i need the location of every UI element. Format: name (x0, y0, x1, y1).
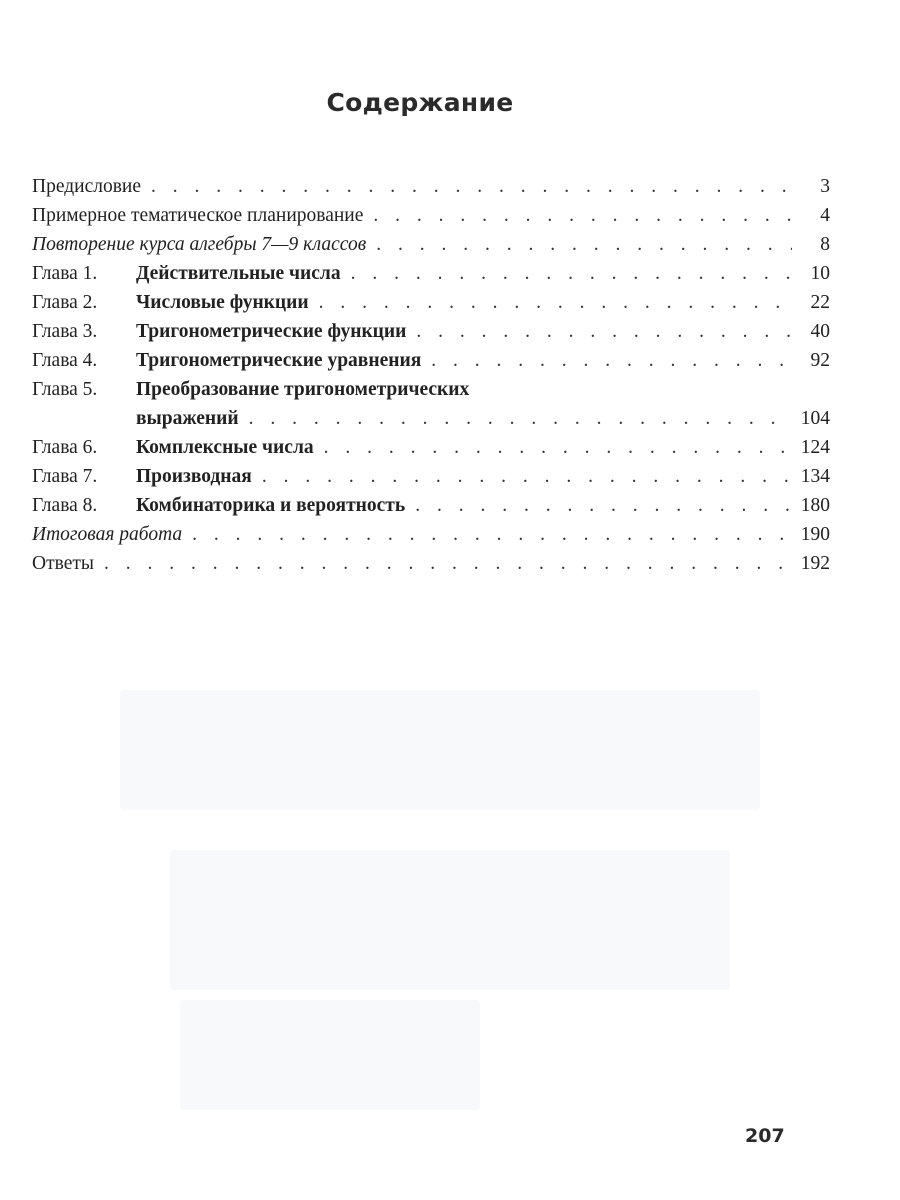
chapter-number: Глава 8. (32, 495, 103, 516)
show-through-smudge (120, 690, 760, 810)
toc-entry-review[interactable] (32, 230, 830, 259)
toc-entry-label: Итоговая работа (32, 524, 183, 545)
toc-entry-page: 3 (820, 176, 830, 197)
toc-entry-page: 92 (810, 350, 830, 371)
toc-entry-label: Числовые функции (136, 292, 309, 313)
toc-entry-label: Примерное тематическое планирование (32, 205, 364, 226)
toc-entry-chapter-2[interactable] (32, 288, 830, 317)
toc-entry-page: 134 (800, 466, 830, 487)
chapter-number: Глава 6. (32, 437, 103, 458)
toc-entry-label: Тригонометрические функции (136, 321, 407, 342)
dot-leader (192, 520, 792, 549)
toc-entry-label: Ответы (32, 553, 94, 574)
toc-entry-page: 192 (800, 553, 830, 574)
toc-entry-chapter-7[interactable] (32, 462, 830, 491)
toc-entry-final-work[interactable] (32, 520, 830, 549)
chapter-number: Глава 4. (32, 350, 103, 371)
dot-leader (319, 288, 792, 317)
toc-entry-label: Повторение курса алгебры 7—9 классов (32, 234, 367, 255)
dot-leader (415, 491, 792, 520)
toc-entry-page: 4 (820, 205, 830, 226)
toc-entry-chapter-5[interactable] (32, 375, 830, 433)
toc-entry-chapter-3[interactable] (32, 317, 830, 346)
page-title: Содержание (326, 88, 514, 117)
toc-entry-label: Предисловие (32, 176, 142, 197)
page-number: 207 (745, 1125, 785, 1147)
dot-leader (104, 549, 792, 578)
toc-entry-page: 104 (800, 408, 830, 429)
dot-leader (351, 259, 792, 288)
dot-leader (262, 462, 792, 491)
toc-entry-chapter-8[interactable] (32, 491, 830, 520)
dot-leader (151, 173, 792, 201)
toc-entry-chapter-4[interactable] (32, 346, 830, 375)
toc-entry-page: 10 (810, 263, 830, 284)
show-through-smudge (180, 1000, 480, 1110)
chapter-number: Глава 2. (32, 292, 103, 313)
chapter-number: Глава 3. (32, 321, 103, 342)
toc-entry-label: Комбинаторика и вероятность (136, 495, 406, 516)
toc-entry-page: 22 (810, 292, 830, 313)
dot-leader (249, 404, 792, 433)
toc-entry-page: 40 (810, 321, 830, 342)
toc-entry-page: 8 (820, 234, 830, 255)
chapter-number: Глава 5. (32, 379, 103, 400)
dot-leader (416, 317, 792, 346)
toc-entry-page: 124 (800, 437, 830, 458)
toc-entry-label: Комплексные числа (136, 437, 314, 458)
dot-leader (431, 346, 792, 375)
toc-entry-label-continued: выражений (136, 408, 239, 429)
table-of-contents (32, 173, 830, 578)
toc-entry-label: Производная (136, 466, 252, 487)
toc-entry-preface[interactable] (32, 173, 830, 201)
toc-entry-page: 180 (800, 495, 830, 516)
toc-entry-label: Действительные числа (136, 263, 341, 284)
dot-leader (376, 230, 792, 259)
toc-entry-planning[interactable] (32, 201, 830, 230)
dot-leader (373, 201, 792, 230)
toc-entry-chapter-6[interactable] (32, 433, 830, 462)
toc-entry-label: Тригонометрические уравнения (136, 350, 422, 371)
toc-entry-chapter-1[interactable] (32, 259, 830, 288)
chapter-number: Глава 1. (32, 263, 103, 284)
toc-entry-answers[interactable] (32, 549, 830, 578)
dot-leader (324, 433, 792, 462)
show-through-smudge (170, 850, 730, 990)
chapter-number: Глава 7. (32, 466, 103, 487)
toc-entry-page: 190 (800, 524, 830, 545)
toc-entry-label: Преобразование тригонометрических (136, 379, 470, 400)
